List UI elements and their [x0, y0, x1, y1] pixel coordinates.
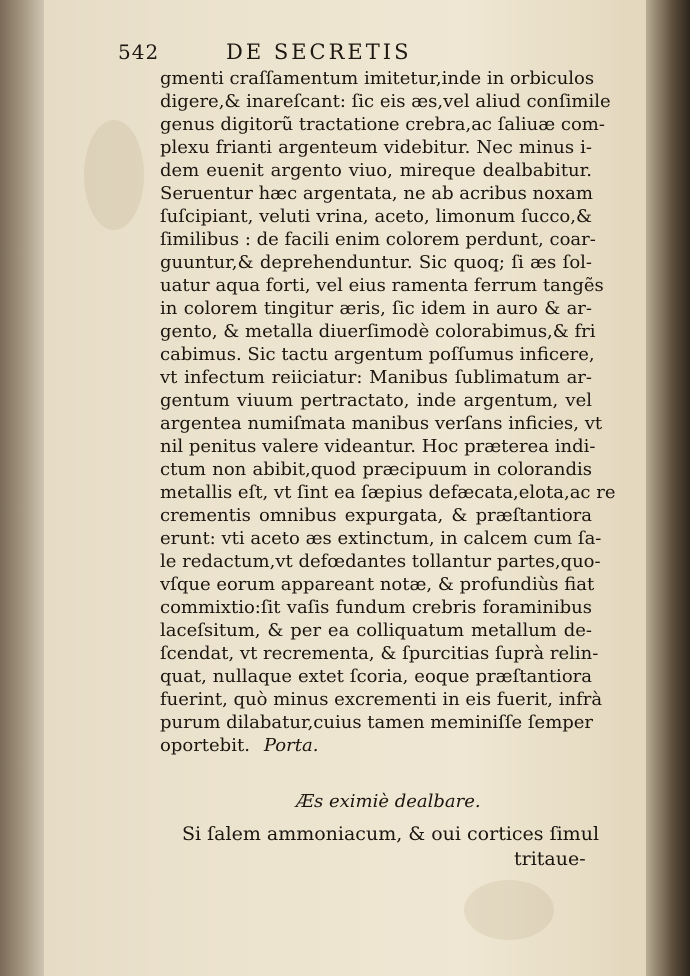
- text-line: fuerint, quò minus excrementi in eis fuerit, infrà: [160, 689, 603, 710]
- text-line: commixtio:ſit vaſis fundum crebris foraminibus: [160, 597, 592, 618]
- author-attribution: Porta.: [263, 735, 319, 756]
- text-line: ctum non abibit,quod præcipuum in colorandis: [160, 459, 592, 480]
- text-line: uatur aqua forti, vel eius ramenta ferrum tangẽs: [160, 275, 604, 296]
- text-line: purum dilabatur,cuius tamen meminiſſe ſemper: [160, 712, 594, 733]
- text-line: ſimilibus : de facili enim colorem perdunt, coar-: [160, 229, 596, 250]
- text-line: crementis omnibus expurgata, & præſtantiora: [160, 505, 592, 526]
- paper-stain: [84, 120, 144, 230]
- text-line: quat, nullaque extet ſcoria, eoque præſtantiora: [160, 666, 592, 687]
- text-line: gento, & metalla diuerſimodè colorabimus,& fri: [160, 321, 596, 342]
- text-line: in colorem tingitur æris, ſic idem in auro & ar-: [160, 298, 592, 319]
- body-text: [160, 67, 616, 757]
- text-line: digere,& inareſcant: ſic eis æs,vel aliud conſimile: [160, 91, 611, 112]
- text-line: vt infectum reiiciatur: Manibus ſublimatum ar-: [160, 367, 592, 388]
- section-heading: Æs eximiè dealbare.: [296, 791, 481, 812]
- text-line: dem euenit argento viuo, mireque dealbabitur.: [160, 160, 592, 181]
- page-header: [118, 40, 538, 70]
- book-gutter-left: [0, 0, 44, 976]
- text-line: cabimus. Sic tactu argentum poſſumus inficere,: [160, 344, 595, 365]
- text-line: ſuſcipiant, veluti vrina, aceto, limonum ſucco,&: [160, 206, 592, 227]
- text-line: guuntur,& deprehenduntur. Sic quoq; ſi æs ſol-: [160, 252, 592, 273]
- paper-stain: [464, 880, 554, 940]
- text-line: gmenti craſſamentum imitetur,inde in orbiculos: [160, 68, 595, 89]
- text-line: le redactum,vt defœdantes tollantur partes,quo-: [160, 551, 601, 572]
- recipe-first-line: Si ſalem ammoniacum, & oui cortices ſimul: [182, 823, 600, 845]
- page-number: 542: [118, 40, 160, 64]
- text-line: Seruentur hæc argentata, ne ab acribus noxam: [160, 183, 593, 204]
- text-line: gentum viuum pertractato, inde argentum, vel: [160, 390, 592, 411]
- text-line: vſque eorum appareant notæ, & profundiùs fiat: [160, 574, 595, 595]
- text-line: ſcendat, vt recrementa, & ſpurcitias ſuprà relin-: [160, 643, 599, 664]
- text-line: argentea numiſmata manibus verſans inficies, vt: [160, 413, 603, 434]
- text-line-final: [160, 734, 592, 757]
- text-line: nil penitus valere videantur. Hoc præterea indi-: [160, 436, 596, 457]
- text-line: erunt: vti aceto æs extinctum, in calcem cum ſa-: [160, 528, 602, 549]
- running-head: DE SECRETIS: [226, 40, 412, 64]
- book-edge-right: [646, 0, 690, 976]
- text-line: genus digitorũ tractatione crebra,ac ſaliuæ com-: [160, 114, 605, 135]
- final-text: oportebit.: [160, 735, 250, 756]
- text-line: laceſsitum, & per ea colliquatum metallum de-: [160, 620, 592, 641]
- text-line: plexu frianti argenteum videbitur. Nec minus i-: [160, 137, 592, 158]
- text-line: metallis eſt, vt ſint ea ſæpius defæcata,elota,ac re: [160, 482, 616, 503]
- catchword: tritaue-: [514, 848, 586, 870]
